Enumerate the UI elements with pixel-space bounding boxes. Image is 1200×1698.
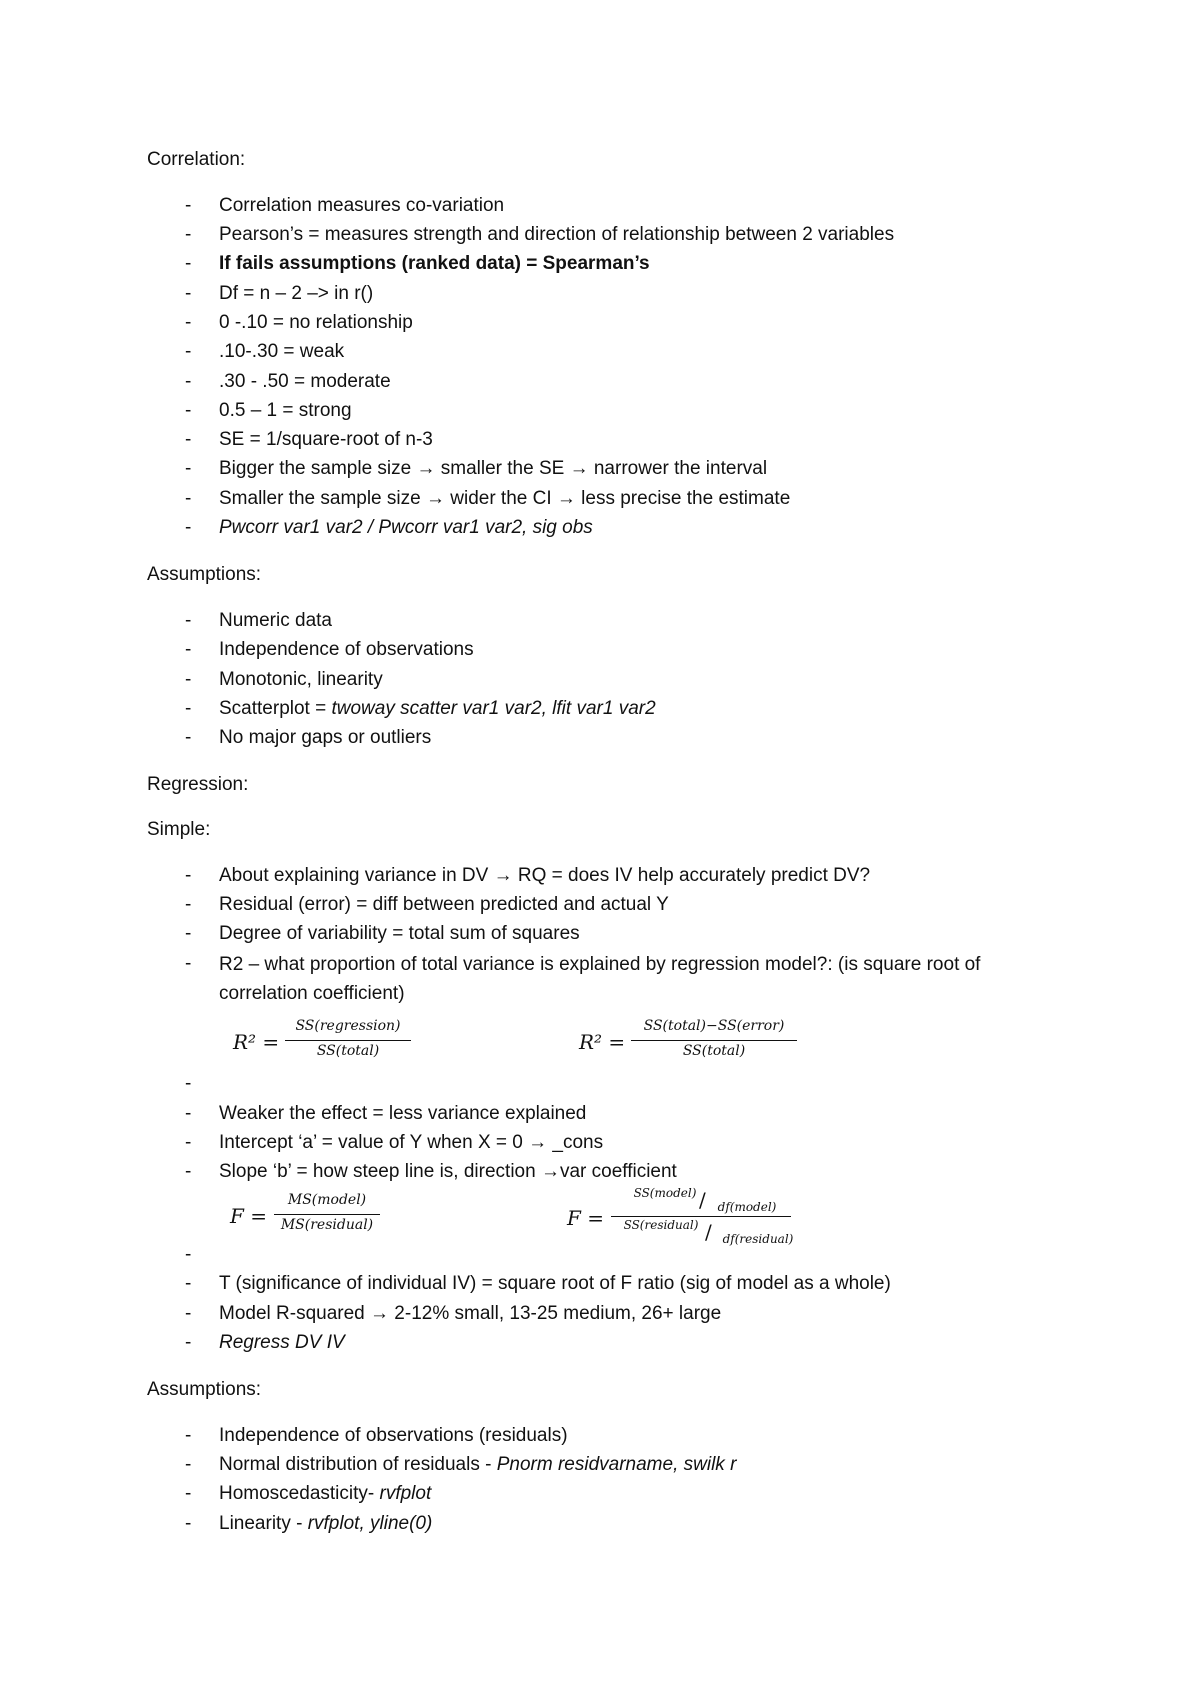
heading-regression: Regression: [147,774,249,795]
formula-r-squared-total-error [579,1018,799,1068]
list-item-text: 0 -.10 = no relationship [219,312,413,333]
bullet-dash: - [185,517,192,538]
list-item-text: SE = 1/square-root of n-3 [219,429,433,450]
list-item-text: No major gaps or outliers [219,727,432,748]
list-item-text: .10-.30 = weak [219,341,345,362]
fraction-slash: / [705,1220,712,1244]
formula-denominator: SS(total) [316,1043,380,1059]
fraction-bar [611,1216,791,1217]
list-item-text: Df = n – 2 –> in r() [219,283,374,304]
bullet-dash: - [185,312,192,333]
list-item-text: Degree of variability = total sum of squares [219,923,580,944]
bullet-dash: - [185,1332,192,1353]
list-item-text: T (significance of individual IV) = square root of F ratio (sig of model as a whole) [219,1273,891,1294]
bullet-dash: - [185,1103,192,1124]
list-item-text: Pwcorr var1 var2 / Pwcorr var1 var2, sig obs [219,517,593,538]
homo-command: rvfplot [379,1483,432,1504]
normal-prefix: Normal distribution of residuals - [219,1454,497,1475]
list-item-text: Correlation measures co-variation [219,195,505,216]
list-item-text: Regress DV IV [219,1332,345,1353]
list-item-text: 0.5 – 1 = strong [219,400,352,421]
heading-assumptions: Assumptions: [147,564,262,585]
formula-denominator-df: df(residual) [722,1232,794,1246]
list-item-text: Intercept ‘a’ = value of Y when X = 0 → _cons [219,1132,604,1153]
formula-lhs: F = [230,1204,267,1228]
fraction-bar [285,1040,411,1041]
heading-correlation: Correlation: [147,149,246,170]
list-item-text [219,1302,1079,1326]
bullet-dash: - [185,1454,192,1475]
list-item-text: Numeric data [219,610,332,631]
list-item-text [219,1482,1079,1506]
list-item-text [219,697,1079,721]
bullet-dash: - [185,639,192,660]
formula-lhs: R² = [579,1030,626,1054]
list-item-text [219,1453,1079,1477]
bullet-dash: - [185,923,192,944]
formula-numerator: MS(model) [287,1192,367,1208]
bullet-dash: - [185,1513,192,1534]
bullet-dash: - [185,865,192,886]
bullet-dash: - [185,1483,192,1504]
fraction-bar [274,1214,380,1215]
bullet-dash: - [185,224,192,245]
bullet-dash: - [185,488,192,509]
list-item-text: About explaining variance in DV → RQ = does IV help accurately predict DV? [219,865,871,886]
formula-lhs: R² = [233,1030,280,1054]
formula-denominator: MS(residual) [280,1217,374,1233]
formula-numerator: SS(regression) [295,1018,401,1034]
bullet-dash: - [185,894,192,915]
homo-prefix: Homoscedasticity- [219,1483,380,1504]
linearity-command: rvfplot, yline(0) [307,1513,433,1534]
formula-numerator: SS(model) [633,1186,697,1200]
scatter-prefix: Scatterplot = [219,698,332,719]
list-item-text: If fails assumptions (ranked data) = Spearman’s [219,253,650,274]
formula-f-ratio-ms [230,1192,400,1242]
bullet-dash: - [185,1425,192,1446]
bullet-dash: - [185,610,192,631]
bullet-dash: - [185,1273,192,1294]
list-item-text: Residual (error) = diff between predicted and actual Y [219,894,669,915]
formula-r-squared-regression [233,1018,423,1068]
list-item-text: Weaker the effect = less variance explained [219,1103,587,1124]
formula-denominator: SS(residual) [623,1218,699,1232]
bullet-dash: - [185,669,192,690]
bullet-dash: - [185,283,192,304]
list-item-text: .30 - .50 = moderate [219,371,391,392]
list-item-text: Monotonic, linearity [219,669,383,690]
linearity-prefix: Linearity - [219,1513,308,1534]
scatter-command: twoway scatter var1 var2, lfit var1 var2 [331,698,656,719]
formula-denominator: SS(total) [682,1043,746,1059]
bullet-dash: - [185,400,192,421]
bullet-dash: - [185,953,192,974]
normal-command: Pnorm residvarname, swilk r [496,1454,737,1475]
model-r2-ranges: 2-12% small, 13-25 medium, 26+ large [394,1303,722,1324]
heading-simple: Simple: [147,819,211,840]
list-item-text: R2 – what proportion of total variance is explained by regression model?: (is square root of correlation coefficient) [219,954,981,1004]
formula-f-ratio-ss-df [567,1186,807,1250]
bullet-dash: - [185,1244,192,1265]
bullet-dash: - [185,458,192,479]
bullet-dash: - [185,195,192,216]
bullet-dash: - [185,727,192,748]
list-item-text: Smaller the sample size → wider the CI → less precise the estimate [219,488,791,509]
bullet-dash: - [185,1303,192,1324]
bullet-dash: - [185,253,192,274]
list-item-text: Pearson’s = measures strength and direction of relationship between 2 variables [219,224,895,245]
list-item-text: Slope ‘b’ = how steep line is, direction →var coefficient [219,1161,677,1182]
bullet-dash: - [185,429,192,450]
formula-numerator-df: df(model) [717,1200,777,1214]
bullet-dash: - [185,371,192,392]
formula-numerator: SS(total)−SS(error) [643,1018,785,1034]
bullet-dash: - [185,1132,192,1153]
bullet-dash: - [185,1073,192,1094]
list-item-text [219,1512,1079,1536]
model-r2-prefix: Model R-squared → [219,1303,395,1324]
list-item-text: Independence of observations [219,639,474,660]
bullet-dash: - [185,1161,192,1182]
fraction-bar [631,1040,797,1041]
heading-assumptions: Assumptions: [147,1379,262,1400]
list-item-text: Bigger the sample size → smaller the SE → narrower the interval [219,458,768,479]
bullet-dash: - [185,341,192,362]
formula-lhs: F = [567,1206,604,1230]
bullet-dash: - [185,698,192,719]
list-item-text: Independence of observations (residuals) [219,1425,568,1446]
fraction-slash: / [699,1188,706,1212]
